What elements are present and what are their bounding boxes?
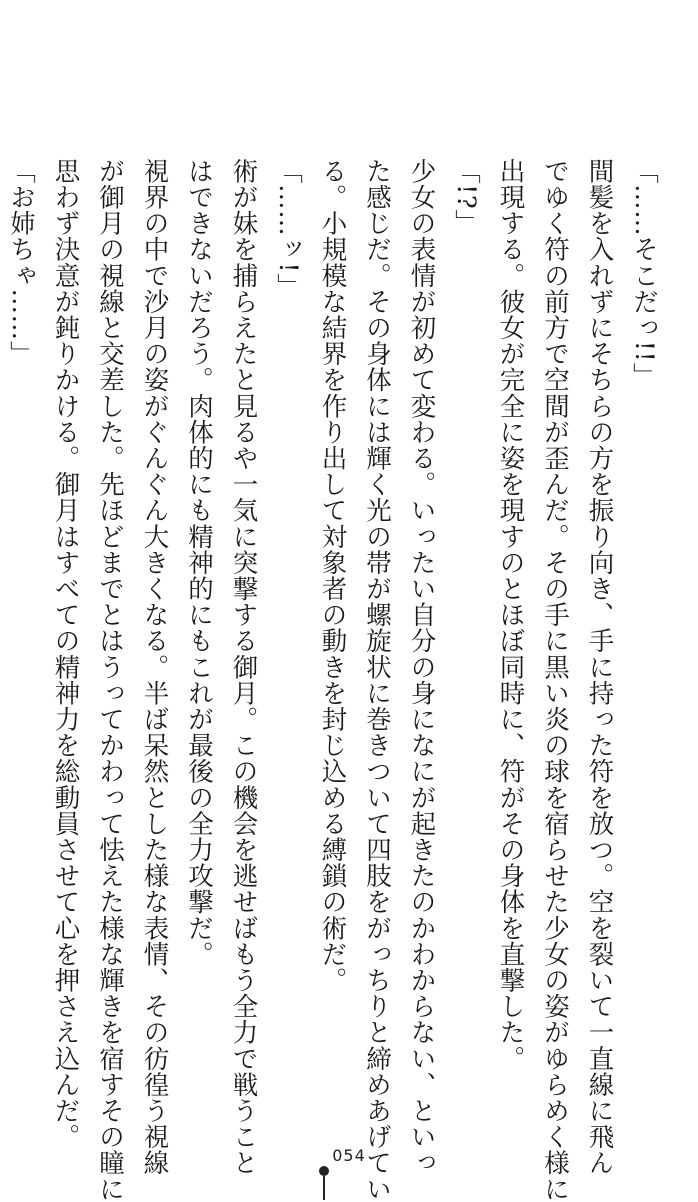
page-number: 054 bbox=[332, 1146, 366, 1165]
text-line: 「……そこだっ!!」 bbox=[629, 158, 659, 389]
marker-dot bbox=[319, 1166, 329, 1176]
text-line: はできないだろう。肉体的にも精神的にもこれが最後の全力攻撃だ。 bbox=[184, 158, 214, 968]
text-line: でゆく符の前方で空間が歪んだ。その手に黒い炎の球を宿らせた少女の姿がゆらめく様に bbox=[540, 158, 570, 1202]
text-line: 少女の表情が初めて変わる。いったい自分の身になにが起きたのかわからない、といっ bbox=[406, 158, 437, 1176]
text-line: た感じだ。その身体には輝く光の帯が螺旋状に巻きついて四肢をがっちりと締めあげてい bbox=[362, 158, 392, 1202]
text-line: 視界の中で沙月の姿がぐんぐん大きくなる。半ば呆然とした様な表情、その彷徨う視線 bbox=[139, 158, 170, 1176]
text-line: が御月の視線と交差した。先ほどまでとはうってかわって怯えた様な輝きを宿すその瞳に bbox=[95, 158, 125, 1202]
text-line: 出現する。彼女が完全に姿を現すのとほぼ同時に、符がその身体を直撃した。 bbox=[495, 158, 526, 1072]
page-marker-icon bbox=[319, 1166, 329, 1200]
text-line: 術が妹を捕らえたと見るや一気に突撃する御月。この機会を逃せばもう全力で戦うこと bbox=[228, 158, 259, 1176]
text-line: 間髪を入れずにそちらの方を振り向き、手に持った符を放つ。空を裂いて一直線に飛ん bbox=[584, 158, 615, 1176]
marker-line bbox=[323, 1176, 325, 1200]
text-line: 「……ッ!」 bbox=[273, 158, 303, 300]
text-line: る。小規模な結界を作り出して対象者の動きを封じ込める縛鎖の術だ。 bbox=[317, 158, 348, 994]
text-line: 思わず決意が鈍りかける。御月はすべての精神力を総動員させて心を押さえ込んだ。 bbox=[50, 158, 81, 1150]
text-line: 「お姉ちゃ……」 bbox=[6, 158, 36, 367]
text-line: 「!?」 bbox=[451, 158, 481, 236]
